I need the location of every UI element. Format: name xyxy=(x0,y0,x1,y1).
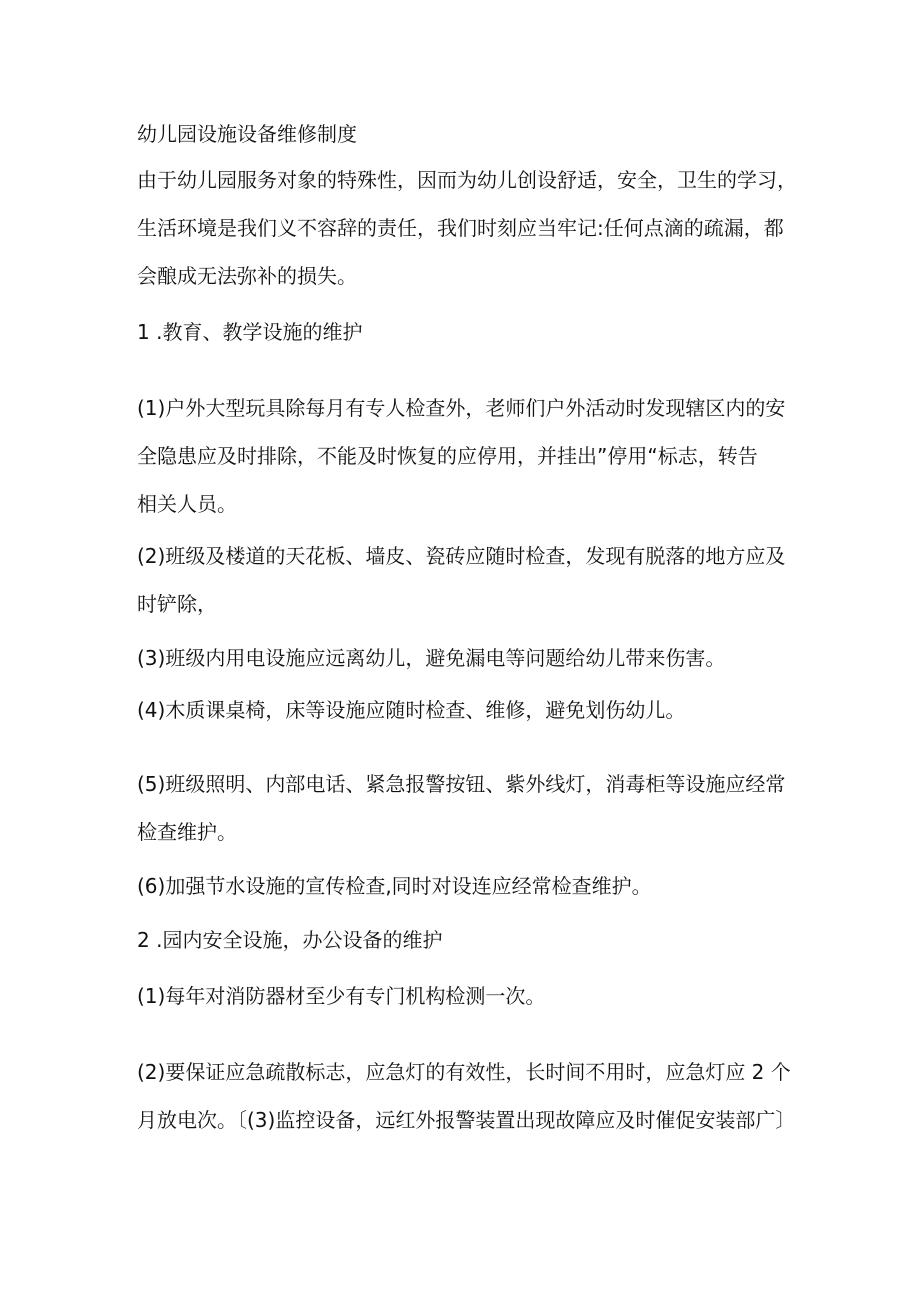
intro-line-1: 由于幼儿园服务对象的特殊性，因而为幼儿创设舒适，安全，卫生的学习， xyxy=(137,168,797,192)
document-title: 幼儿园设施设备维修制度 xyxy=(137,122,357,146)
section-1-item-1-line-3: 相关人员。 xyxy=(137,492,237,516)
section-1-item-4: (4)木质课桌椅，床等设施应随时检查、维修，避免划伤幼儿。 xyxy=(137,698,686,722)
section-1-item-3: (3)班级内用电设施应远离幼儿，避免漏电等问题给幼儿带来伤害。 xyxy=(137,646,726,670)
section-2-item-1: (1)每年对消防器材至少有专门机构检测一次。 xyxy=(137,984,546,1008)
section-1-item-6: (6)加强节水设施的宣传检查,同时对设连应经常检查维护。 xyxy=(137,874,652,898)
section-1-heading: 1 .教育、教学设施的维护 xyxy=(137,320,363,344)
section-1-item-2-line-1: (2)班级及楼道的天花板、墙皮、瓷砖应随时检查，发现有脱落的地方应及 xyxy=(137,544,786,568)
intro-line-2: 生活环境是我们义不容辞的责任，我们时刻应当牢记:任何点滴的疏漏，都 xyxy=(137,216,784,240)
intro-line-3: 会酿成无法弥补的损失。 xyxy=(137,264,357,288)
section-2-item-2-line-2: 月放电次。〔(3)监控设备，远红外报警装置出现故障应及时催促安装部广〕 xyxy=(137,1108,796,1132)
section-1-item-1-line-1: (1)户外大型玩具除每月有专人检查外，老师们户外活动时发现辖区内的安 xyxy=(137,396,786,420)
section-1-item-5-line-1: (5)班级照明、内部电话、紧急报警按钮、紫外线灯，消毒柜等设施应经常 xyxy=(137,772,786,796)
section-1-item-2-line-2: 时铲除， xyxy=(137,592,217,616)
section-1-item-1-line-2: 全隐患应及时排除，不能及时恢复的应停用，并挂出”停用“标志，转告 xyxy=(137,444,758,468)
section-1-item-5-line-2: 检查维护。 xyxy=(137,820,237,844)
section-2-heading: 2 .园内安全设施，办公设备的维护 xyxy=(137,928,443,952)
section-2-item-2-line-1: (2)要保证应急疏散标志，应急灯的有效性，长时间不用时，应急灯应 2 个 xyxy=(137,1060,791,1084)
